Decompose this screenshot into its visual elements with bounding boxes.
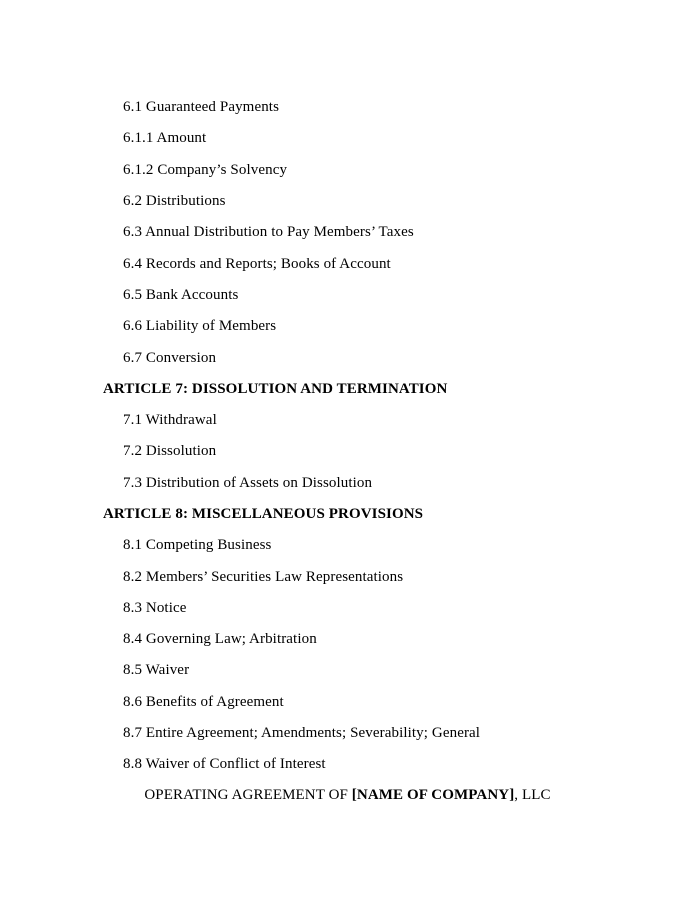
table-of-contents (103, 92, 655, 781)
footer-title-suffix: , LLC (514, 787, 551, 804)
toc-line: 8.7 Entire Agreement; Amendments; Severability; General (123, 725, 481, 742)
toc-line: 6.4 Records and Reports; Books of Account (123, 255, 391, 272)
toc-line: 8.1 Competing Business (123, 537, 272, 554)
toc-line: 6.1.2 Company’s Solvency (123, 161, 288, 178)
toc-line: 6.1 Guaranteed Payments (123, 99, 280, 116)
document-footer-title (0, 780, 695, 811)
toc-line: 6.5 Bank Accounts (123, 286, 239, 303)
footer-company-name: [NAME OF COMPANY] (351, 787, 515, 804)
toc-line: 6.7 Conversion (123, 349, 217, 366)
toc-line: 8.3 Notice (123, 599, 187, 616)
toc-line: 7.1 Withdrawal (123, 412, 217, 429)
toc-line: 8.4 Governing Law; Arbitration (123, 631, 317, 648)
toc-line: 6.3 Annual Distribution to Pay Members’ Taxes (123, 224, 414, 241)
toc-line: 8.8 Waiver of Conflict of Interest (123, 756, 326, 773)
toc-line: 8.5 Waiver (123, 662, 190, 679)
toc-line: 6.6 Liability of Members (123, 318, 277, 335)
toc-line: 6.2 Distributions (123, 193, 226, 210)
toc-line: 8.2 Members’ Securities Law Representations (123, 568, 404, 585)
toc-line: 7.3 Distribution of Assets on Dissolution (123, 474, 373, 491)
toc-line: 7.2 Dissolution (123, 443, 217, 460)
toc-line: 6.1.1 Amount (123, 130, 207, 147)
toc-line: ARTICLE 7: DISSOLUTION AND TERMINATION (103, 380, 448, 397)
toc-line: ARTICLE 8: MISCELLANEOUS PROVISIONS (103, 506, 424, 522)
footer-title-prefix: OPERATING AGREEMENT OF (144, 787, 352, 804)
toc-line: 8.6 Benefits of Agreement (123, 693, 284, 710)
